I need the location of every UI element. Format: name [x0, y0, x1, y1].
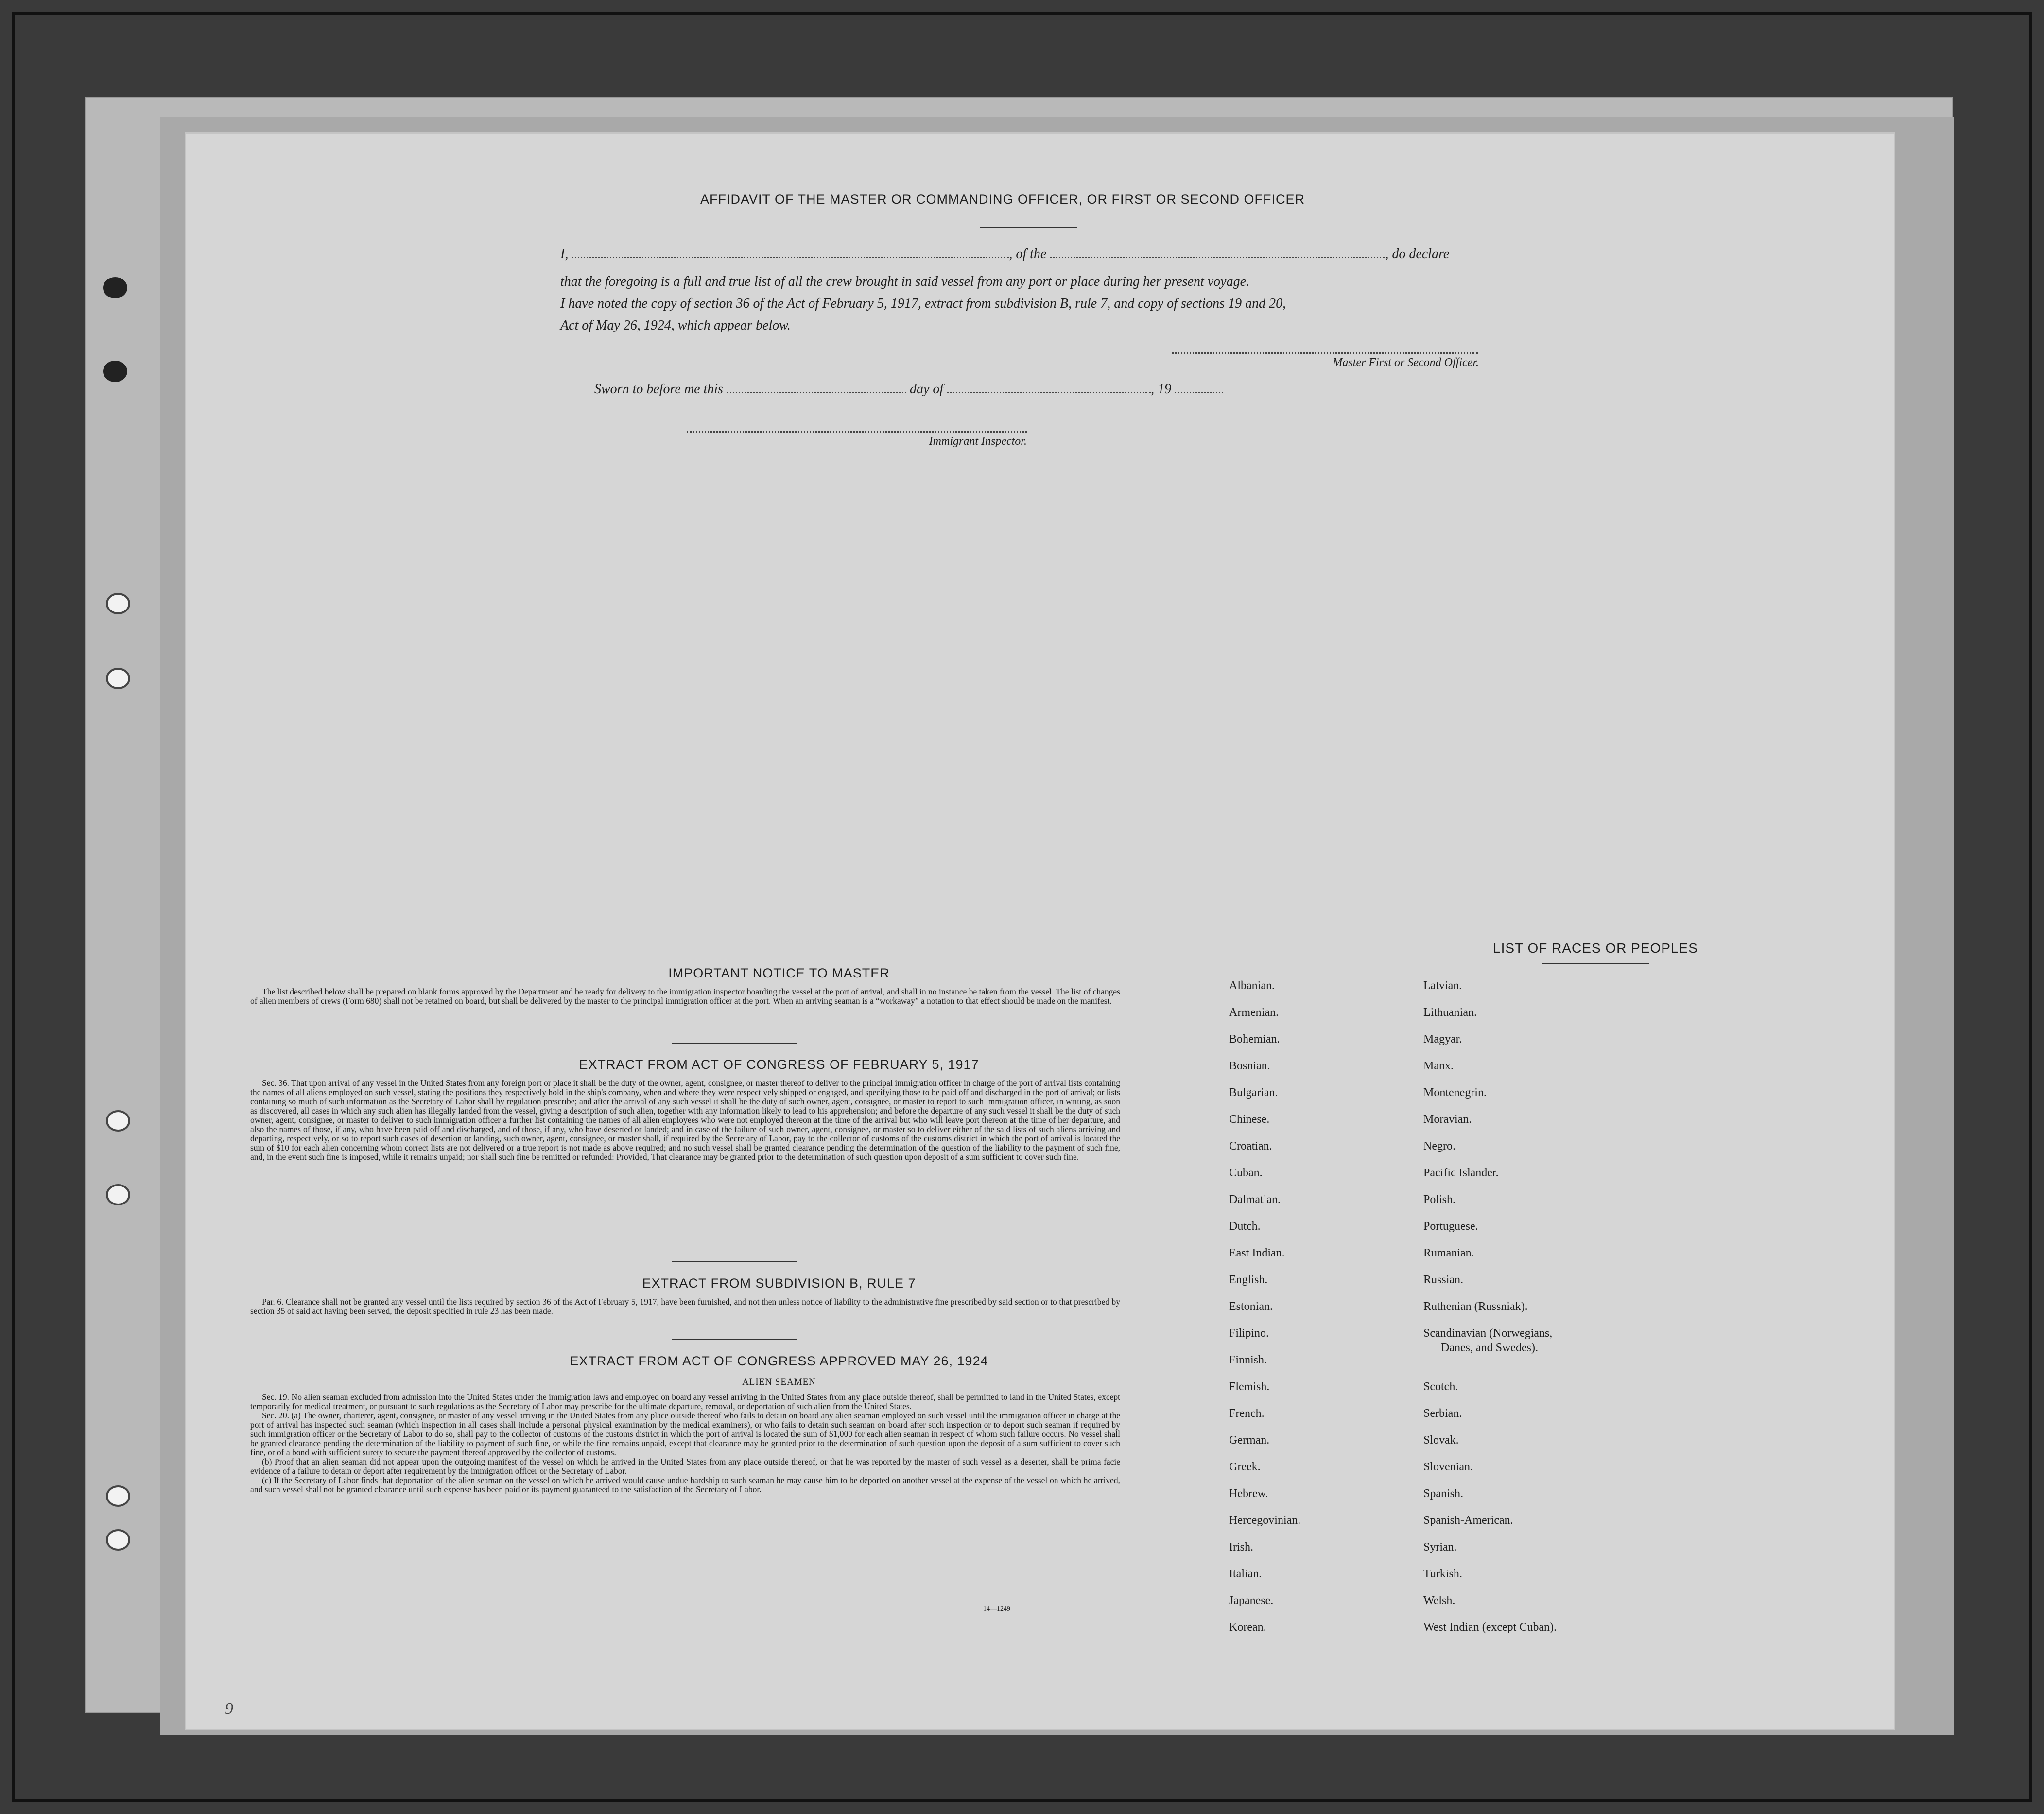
race-item: Dutch. [1229, 1220, 1261, 1233]
alien-seamen-subtitle: ALIEN SEAMEN [742, 1377, 816, 1387]
races-title: LIST OF RACES OR PEOPLES [1493, 941, 1698, 956]
race-item: Spanish. [1423, 1487, 1464, 1500]
race-item: Magyar. [1423, 1033, 1462, 1046]
race-item: Rumanian. [1423, 1247, 1474, 1259]
extract-1924-title: EXTRACT FROM ACT OF CONGRESS APPROVED MAY 26, 1924 [570, 1354, 988, 1368]
punch-hole [103, 277, 127, 298]
race-item: Flemish. [1229, 1380, 1270, 1393]
race-item: Japanese. [1229, 1594, 1274, 1607]
race-item: Chinese. [1229, 1113, 1270, 1126]
affidavit-text [560, 271, 1678, 336]
affidavit-text-line: that the foregoing is a full and true list of all the crew brought in said vessel from any port or place during her present voyage. [560, 274, 1250, 289]
race-item: Pacific Islander. [1423, 1167, 1499, 1179]
name-blank [572, 257, 1009, 258]
race-item: Ruthenian (Russniak). [1423, 1300, 1528, 1313]
inspector-label: Immigrant Inspector. [929, 435, 1027, 448]
race-item: Filipino. [1229, 1327, 1269, 1340]
race-item: Albanian. [1229, 979, 1275, 992]
inspector-signature-line [687, 431, 1027, 433]
race-item: Estonian. [1229, 1300, 1273, 1313]
master-signature-line [1172, 352, 1478, 354]
year-label: , 19 [1151, 382, 1172, 397]
master-signature-label: Master First or Second Officer. [1333, 356, 1479, 369]
race-item: German. [1229, 1434, 1270, 1447]
extract-1917-title: EXTRACT FROM ACT OF CONGRESS OF FEBRUARY 5, 1917 [579, 1057, 979, 1072]
race-item: Slovenian. [1423, 1461, 1473, 1473]
race-item: Moravian. [1423, 1113, 1472, 1126]
affidavit-text-line: I have noted the copy of section 36 of the Act of February 5, 1917, extract from subdivision B, rule 7, and copy of sections 19 and 20, [560, 296, 1286, 311]
notice-title: IMPORTANT NOTICE TO MASTER [668, 966, 890, 980]
race-item: Negro. [1423, 1140, 1455, 1152]
race-item: Dalmatian. [1229, 1193, 1281, 1206]
form-page [185, 132, 1895, 1730]
divider [672, 1043, 797, 1044]
race-item: French. [1229, 1407, 1265, 1420]
race-item: Lithuanian. [1423, 1006, 1477, 1019]
race-item: Latvian. [1423, 979, 1462, 992]
extract-1917-text: Sec. 36. That upon arrival of any vessel in the United States from any foreign port or place it shall be the duty of the owner, agent, consignee, or master thereof to deliver to the principal immigration officer in charge of the port of arrival lists containing the names of all aliens employed on such vessel, stating the positions they respectively hold in the ship's company, when and where they were respectively shipped or engaged, and specifying those to be paid off and discharged in the port of arrival; or lists containing so much of such information as the Secretary of Labor shall by regulation prescribe; and after the arrival of any such vessel it shall be the duty of such owner, agent, consignee, or master to report to such immigration officer, in writing, as soon as discovered, all cases in which any such alien has illegally landed from the vessel, giving a description of such alien, together with any information likely to lead to his apprehension; and before the departure of any such vessel it shall be the duty of such owner, agent, consignee, or master to deliver to such immigration officer a further list containing the names of all alien employees who were not employed thereon at the time of the arrival but who will leave port thereon at the time of her departure, and also the names of those, if any, who have been paid off and discharged, and of those, if any, who have deserted or landed; and in case of the failure of such owner, agent, consignee, or master so to deliver either of the said lists of such aliens arriving and departing, respectively, or so to report such cases of desertion or landing, such owner, agent, consignee, or master shall, if required by the Secretary of Labor, pay to the collector of customs of the customs district in which the port of arrival is located the sum of $10 for each alien concerning whom correct lists are not delivered or a true report is not made as above required; and no such vessel shall be granted clearance pending the determination of the question of the liability to the payment of such fine, and, in the event such fine is imposed, while it remains unpaid; nor shall such fine be remitted or refunded: Provided, That clearance may be granted prior to the determination of such question upon deposit of a sum sufficient to cover such fine. [250, 1078, 1120, 1162]
race-item: Portuguese. [1423, 1220, 1478, 1233]
race-item: Russian. [1423, 1273, 1464, 1286]
sworn-label: Sworn to before me this [594, 382, 723, 397]
races-right-column [1423, 978, 1557, 1647]
extract-rule7-title: EXTRACT FROM SUBDIVISION B, RULE 7 [642, 1276, 916, 1291]
race-item: Montenegrin. [1423, 1086, 1487, 1099]
race-item: Scotch. [1423, 1380, 1458, 1393]
affidavit-title: AFFIDAVIT OF THE MASTER OR COMMANDING OFFICER, OR FIRST OR SECOND OFFICER [700, 192, 1305, 207]
race-item: Bulgarian. [1229, 1086, 1278, 1099]
race-item: Finnish. [1229, 1354, 1267, 1366]
of-the-label: , of the [1009, 246, 1047, 262]
race-item: Danes, and Swedes). [1441, 1342, 1538, 1354]
divider [672, 1261, 797, 1262]
vessel-blank [1050, 257, 1385, 258]
race-item: Welsh. [1423, 1594, 1455, 1607]
divider [672, 1339, 797, 1340]
race-item: Greek. [1229, 1461, 1261, 1473]
month-blank [947, 392, 1151, 393]
race-item: East Indian. [1229, 1247, 1285, 1259]
sec20b-text: (b) Proof that an alien seaman did not appear upon the outgoing manifest of the vessel on which he arrived in the United States from any place outside thereof, or that he was reported by the master of such vessel as a deserter, shall be prima facie evidence of a failure to detain or deport after requirement by the immigration officer or the Secretary of Labor. [250, 1457, 1120, 1476]
races-left-column [1229, 978, 1300, 1647]
race-item: West Indian (except Cuban). [1423, 1621, 1557, 1634]
extract-1924-text [250, 1393, 1120, 1494]
year-blank [1175, 392, 1223, 393]
sec20a-text: Sec. 20. (a) The owner, charterer, agent, consignee, or master of any vessel arriving in the United States from any place outside thereof who fails to detain on board any alien seaman employed on such vessel until the immigration officer in charge at the port of arrival has inspected such seaman (which inspection in all cases shall include a personal physical examination by the medical examiners), or who fails to detain such seaman on board after such inspection or to deport such seaman if required by such immigration officer or the Secretary of Labor to do so, shall pay to the collector of customs of the customs district in which the port of arrival is located the sum of $1,000 for each alien seaman in respect of whom such failure occurs. No vessel shall be granted clearance pending the determination of the liability to payment of such fine, or while the fine remains unpaid, except that clearance may be granted prior to the determination of such question upon the deposit of a sum sufficient to cover such fine, or of a bond with sufficient surety to secure the payment thereof approved by the collector of customs. [250, 1411, 1120, 1457]
notice-text: The list described below shall be prepared on blank forms approved by the Department and be ready for delivery to the immigration inspector boarding the vessel at the port of arrival, and shall in no instance be taken from the vessel. The list of changes of alien members of crews (Form 680) shall not be retained on board, but shall be delivered by the master to the principal immigration officer at the port. When an arriving seaman is a “workaway” a notation to that effect should be made on the manifest. [250, 987, 1120, 1006]
divider [1542, 963, 1649, 964]
punch-hole [106, 1485, 130, 1507]
affidavit-text-line: Act of May 26, 1924, which appear below. [560, 318, 791, 333]
race-item: Irish. [1229, 1541, 1253, 1553]
i-label: I, [560, 246, 569, 262]
race-item: Spanish-American. [1423, 1514, 1513, 1527]
race-item: Syrian. [1423, 1541, 1457, 1553]
sec20c-text: (c) If the Secretary of Labor finds that deportation of the alien seaman on the vessel on which he arrived would cause undue hardship to such seaman he may cause him to be deported on another vessel at the expense of the vessel on which he arrived, and such vessel shall not be granted clearance until such expense has been paid or its payment guaranteed to the satisfaction of the Secretary of Labor. [250, 1475, 1120, 1494]
day-of-label: day of [909, 382, 944, 397]
sec19-text: Sec. 19. No alien seaman excluded from admission into the United States under the immigration laws and employed on board any vessel arriving in the United States from any place outside thereof, shall be permitted to land in the United States, except temporarily for medical treatment, or pursuant to such regulations as the Secretary of Labor may prescribe for the ultimate departure, removal, or deportation of such alien from the United States. [250, 1392, 1120, 1411]
form-number: 14—1249 [983, 1605, 1010, 1613]
do-declare-label: , do declare [1385, 246, 1450, 262]
punch-hole [103, 361, 127, 382]
race-item: Bosnian. [1229, 1060, 1270, 1072]
race-item: Korean. [1229, 1621, 1266, 1634]
punch-hole [106, 593, 130, 614]
race-item: Manx. [1423, 1060, 1454, 1072]
race-item: Italian. [1229, 1568, 1262, 1580]
race-item: English. [1229, 1273, 1268, 1286]
race-item: Cuban. [1229, 1167, 1263, 1179]
affidavit-declaration-line [560, 246, 1678, 262]
race-item: Croatian. [1229, 1140, 1272, 1152]
race-item: Hercegovinian. [1229, 1514, 1301, 1527]
race-item: Serbian. [1423, 1407, 1462, 1420]
punch-hole [106, 1529, 130, 1551]
race-item: Bohemian. [1229, 1033, 1280, 1046]
race-item: Turkish. [1423, 1568, 1462, 1580]
race-item: Hebrew. [1229, 1487, 1268, 1500]
extract-rule7-text: Par. 6. Clearance shall not be granted any vessel until the lists required by section 36 of the Act of February 5, 1917, have been furnished, and not then unless notice of liability to the administrative fine prescribed by said section or to that prescribed by section 35 of said act having been served, the deposit specified in rule 23 has been made. [250, 1297, 1120, 1316]
race-item: Polish. [1423, 1193, 1456, 1206]
punch-hole [106, 668, 130, 689]
day-blank [727, 392, 906, 393]
race-item: Armenian. [1229, 1006, 1279, 1019]
race-item: Slovak. [1423, 1434, 1459, 1447]
sworn-line [594, 382, 1518, 397]
race-item: Scandinavian (Norwegians, [1423, 1327, 1553, 1340]
handwritten-page-mark: 9 [225, 1700, 233, 1718]
punch-hole [106, 1110, 130, 1132]
punch-hole [106, 1184, 130, 1205]
divider [980, 227, 1077, 228]
